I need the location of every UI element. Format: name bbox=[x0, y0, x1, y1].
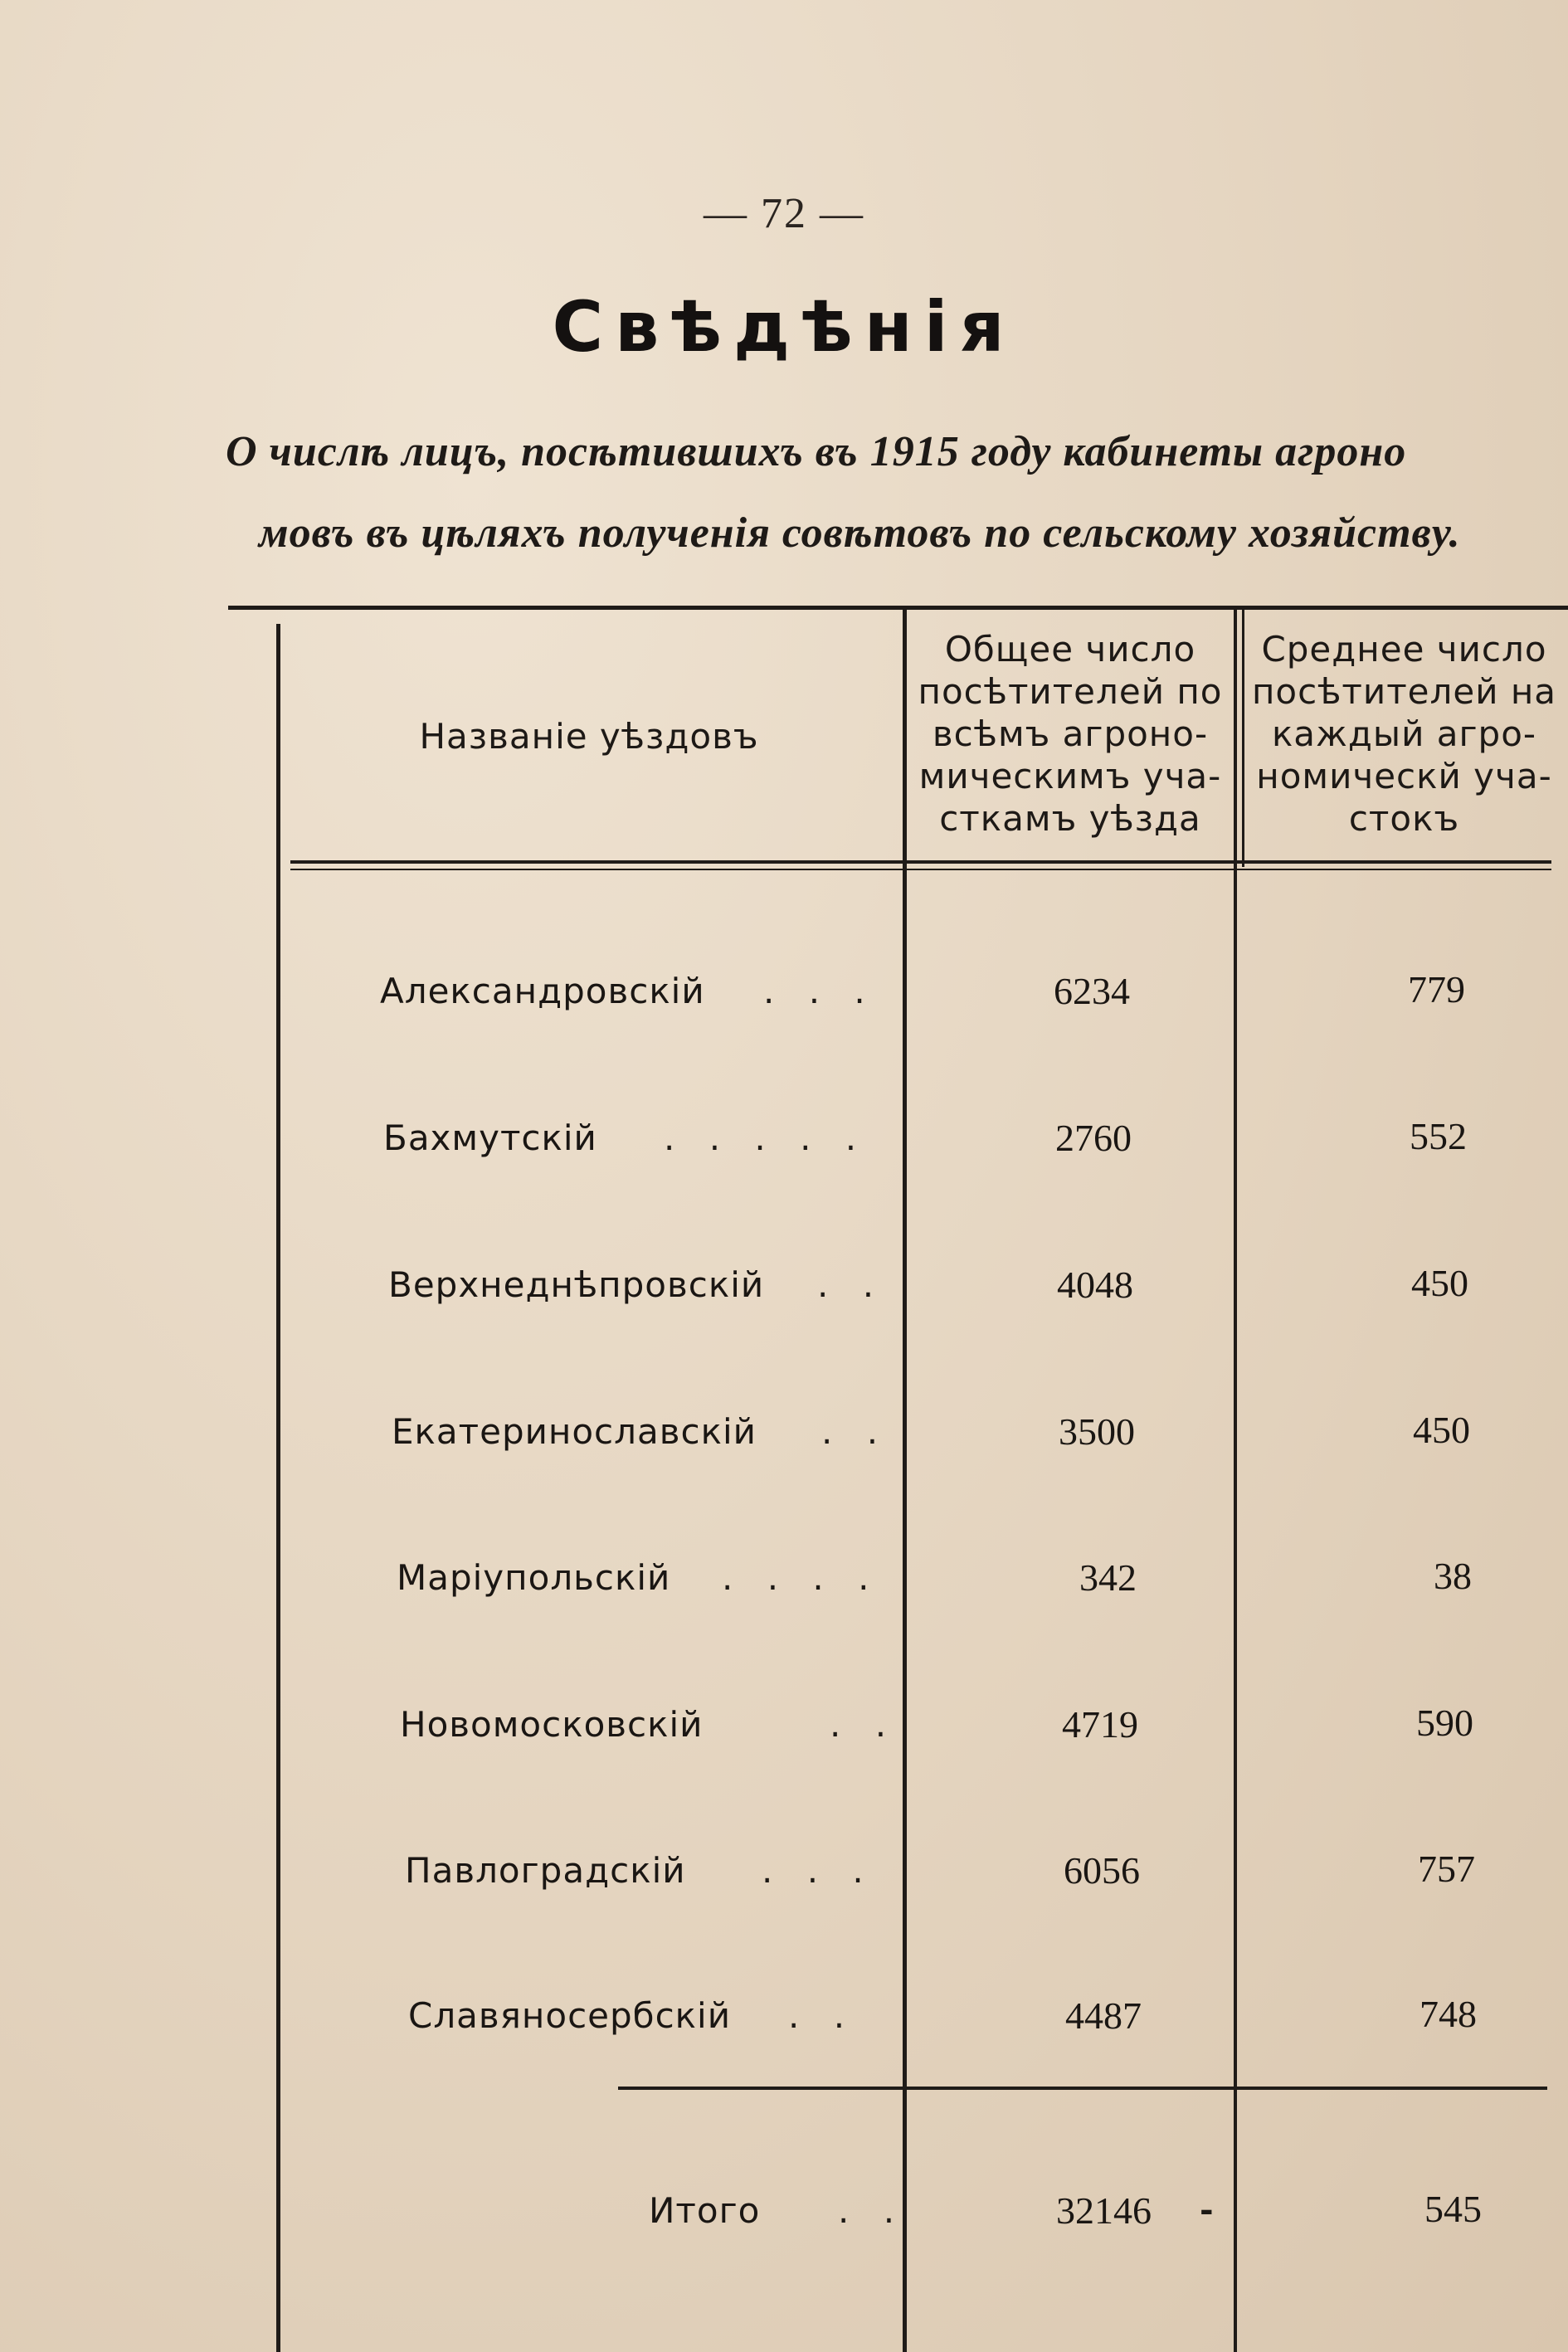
average-visitors: 757 bbox=[1418, 1848, 1475, 1890]
total-separator-rule bbox=[618, 2087, 1547, 2090]
leader-dots: . . bbox=[838, 2190, 907, 2231]
district-name: Бахмутскій bbox=[383, 1118, 597, 1158]
leader-dots: . . bbox=[817, 1264, 886, 1305]
total-visitors: 4487 bbox=[1065, 1994, 1142, 2037]
total-visitors: 2760 bbox=[1055, 1117, 1132, 1159]
average-visitors-overall: 545 bbox=[1424, 2188, 1482, 2230]
header-average-visitors: Среднее число посѣтителей на каждый агро- номическй уча- стокъ bbox=[1251, 629, 1557, 839]
total-visitors: 3500 bbox=[1059, 1410, 1135, 1453]
subtitle-line-1: О числѣ лицъ, посѣтившихъ въ 1915 году кабинеты агроно bbox=[226, 428, 1407, 475]
header-district-name: Названіе уѣздовъ bbox=[419, 716, 759, 757]
leader-dots: . . . bbox=[763, 971, 877, 1011]
average-visitors: 590 bbox=[1416, 1702, 1473, 1744]
header-bottom-rule bbox=[290, 860, 1551, 864]
leader-dots: . . bbox=[830, 1704, 898, 1745]
page-number: — 72 — bbox=[704, 190, 864, 237]
column-divider-1 bbox=[903, 610, 907, 2352]
table-top-rule bbox=[228, 606, 1568, 610]
total-visitors: 342 bbox=[1079, 1556, 1137, 1599]
leader-dots: . . . bbox=[762, 1850, 875, 1891]
total-visitors: 4719 bbox=[1062, 1703, 1138, 1746]
average-visitors: 38 bbox=[1434, 1555, 1472, 1597]
total-visitors-sum: 32146 bbox=[1056, 2189, 1152, 2232]
leader-dots: . . bbox=[788, 1995, 857, 2036]
district-name: Славяносербскій bbox=[408, 1995, 732, 2036]
district-name: Екатеринославскій bbox=[392, 1411, 757, 1452]
average-visitors: 748 bbox=[1419, 1993, 1477, 2035]
average-visitors: 450 bbox=[1411, 1262, 1468, 1304]
district-name: Павлоградскій bbox=[405, 1850, 686, 1891]
total-visitors: 4048 bbox=[1057, 1264, 1133, 1306]
total-label: Итого bbox=[649, 2190, 761, 2231]
district-name: Маріупольскій bbox=[397, 1557, 671, 1598]
average-visitors: 450 bbox=[1413, 1409, 1470, 1451]
average-visitors: 779 bbox=[1408, 968, 1465, 1010]
total-visitors: 6234 bbox=[1054, 970, 1130, 1012]
page-title: Свѣдѣнія bbox=[552, 286, 1016, 368]
leader-dots: . . bbox=[821, 1411, 890, 1452]
total-visitors: 6056 bbox=[1064, 1849, 1140, 1892]
district-name: Новомосковскій bbox=[400, 1704, 704, 1745]
district-name: Александровскій bbox=[380, 971, 705, 1011]
table-left-border bbox=[276, 624, 280, 2352]
column-divider-2a bbox=[1234, 610, 1237, 2352]
header-total-visitors: Общее число посѣтителей по всѣмъ агроно- мическимъ уча- сткамъ уѣзда bbox=[918, 629, 1223, 839]
district-name: Верхнеднѣпровскій bbox=[388, 1264, 765, 1305]
average-visitors: 552 bbox=[1410, 1115, 1467, 1157]
header-bottom-rule-2 bbox=[290, 869, 1551, 870]
stray-ink-mark: - bbox=[1200, 2190, 1214, 2229]
leader-dots: . . . . . bbox=[664, 1118, 869, 1158]
subtitle-line-2: мовъ въ цѣляхъ полученія совѣтовъ по сельскому хозяйству. bbox=[259, 509, 1461, 557]
leader-dots: . . . . bbox=[722, 1557, 881, 1598]
